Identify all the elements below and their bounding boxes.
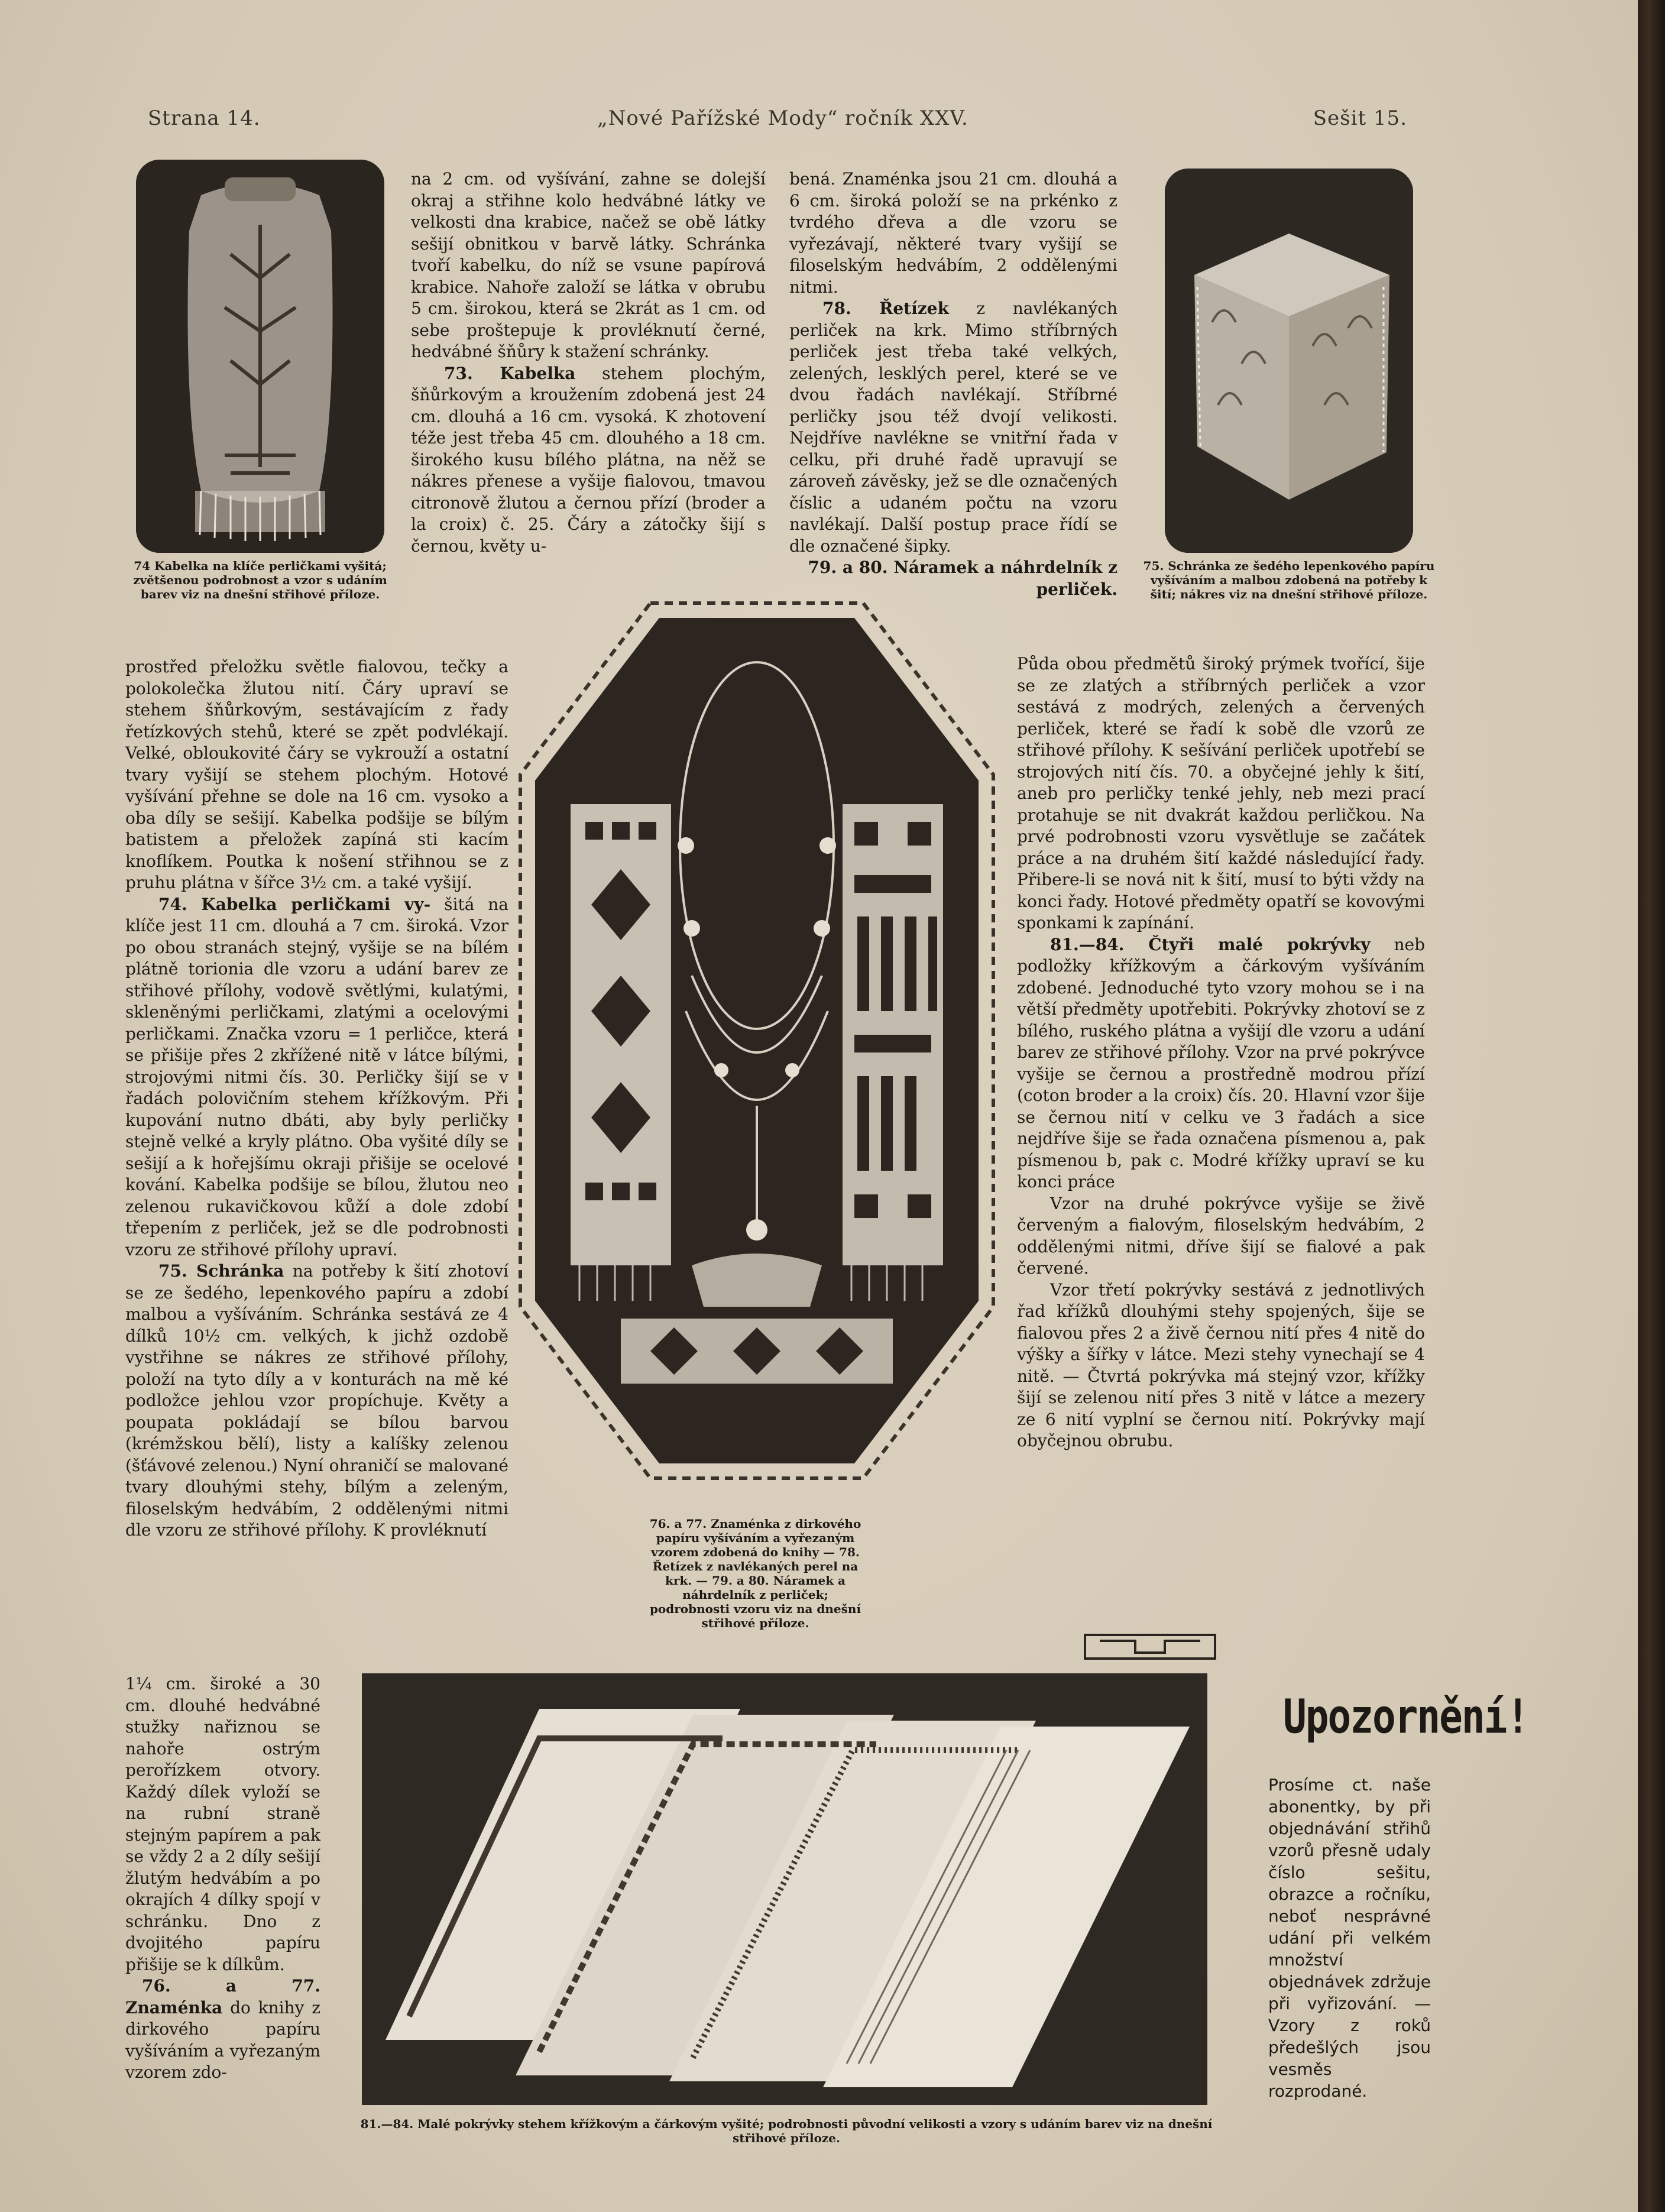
- magazine-title: „Nové Pařížské Mody“ ročník XXV.: [597, 106, 968, 130]
- binding-edge: [1638, 0, 1665, 2212]
- text-column-right-lower: [1017, 653, 1425, 1452]
- paragraph: 78. Řetízek z navlékaných perliček na krk. Mimo stříbrných perliček jest třeba také velkých, zelených, lesklých perel, které se ve dvou řadách navlékají. Stříbrné perličky jsou též dvojí velikosti. Nejdříve navlékne se vnitřní řada v celku, při druhé řadě upravují se zároveň závěsky, jež se dle označených číslic a udaném počtu na vzoru navlékají. Další postup prace řídí se dle označené šipky.: [789, 299, 1118, 556]
- paragraph: 76. a 77. Znaménka do knihy z dirkového papíru vyšíváním a vyřezaným vzorem zdo-: [125, 1976, 320, 2082]
- paragraph: Vzor třetí pokrývky sestává z jednotlivých řad křížků dlouhými stehy spojených, šije se fialovou přes 2 a živě černou nití přes 4 nitě do výšky a šířky v látce. Mezi stehy vynechají se 4 nitě. — Čtvrtá pokrývka má stejný vzor, křížky šijí se zelenou nití přes 3 nitě v látce a mezery ze 6 nití vyplní se černou nití. Pokrývky mají obyčejnou obrubu.: [1017, 1280, 1425, 1450]
- ornament-icon: [1082, 1632, 1218, 1662]
- paragraph: 75. Schránka na potřeby k šití zhotoví se ze šedého, lepenkového papíru a zdobí malbou a vyšíváním. Schránka sestává ze 4 dílků 10½ cm. velkých, k jichž ozdobě vystřihne se nákres ze střihové přílohy, položí na tyto díly a v konturách na mě ké podložce jehlou vzor propíchuje. Květy a poupata pokládají se bílou barvou (krémžskou bělí), listy a kalíšky zelenou (šťávové zelenou.) Nyní ohraničí se malované tvary dlouhými stehy, bílým a zeleným, filoselským hedvábím, 2 oddělenými nitmi dle vzoru ze střihové přílohy. K provléknutí: [125, 1261, 508, 1540]
- paragraph: 1¼ cm. široké a 30 cm. dlouhé hedvábné stužky nařiznou se nahoře ostrým perořízkem otvory. Každý dílek vyloží se na rubní straně stejným papírem a pak se vždy 2 a 2 díly sešijí žlutým hedvábím a po okrajích 4 dílky spojí v schránku. Dno z dvojitého papíru přišije se k dílkům.: [125, 1674, 320, 1974]
- bookmarks-necklace-photo: [514, 597, 999, 1484]
- sewing-box-photo: [1165, 169, 1413, 553]
- paragraph: prostřed přeložku světle fialovou, tečky a polokolečka žlutou nití. Čáry upraví se stehem šňůrkovým, sestávajícím z řady řetízkových stehů, které se zpět podvlékají. Velké, obloukovité čáry se vykrouží a ostatní tvary vyšijí se stehem plochým. Hotové vyšívání přehne se dole na 16 cm. vysoko a oba díly se sešijí. Kabelka podšije se bílým batistem a přeložek zapíná sti kacím knoflíkem. Poutka k nošení střihnou se z pruhu plátna v šířce 3½ cm. a také vyšijí.: [125, 657, 508, 892]
- page-number: Strana 14.: [148, 106, 261, 130]
- text-column-middle: [411, 169, 766, 557]
- notice-title: Upozornění!: [1283, 1689, 1529, 1744]
- paragraph: 79. a 80. Náramek a náhrdelník z perliček.: [808, 558, 1117, 599]
- bookmarks-caption: 76. a 77. Znaménka z dirkového papíru vyšíváním a vyřezaným vzorem zdobená do knihy — 78. Řetízek z navlékaných perel na krk. — 79. a 80. Náramek a náhrdelník z perliček; podrobnosti vzoru viz na dnešní střihové příloze.: [649, 1517, 861, 1630]
- text-column-right: [789, 169, 1117, 600]
- text-column-left-narrow: [125, 1673, 320, 2084]
- paragraph: na 2 cm. od vyšívání, zahne se dolejší okraj a střihne kolo hedvábné látky ve velkosti dna krabice, načež se obě látky sešijí obnitkou v barvě látky. Schránka tvoří kabelku, do níž se vsune papírová krabice. Nahoře založí se látka v obrubu 5 cm. širokou, která se 2krát as 1 cm. od sebe proštepuje k provléknutí černé, hedvábné šňůry k stažení schránky.: [411, 169, 766, 361]
- paragraph: 74. Kabelka perličkami vy- šitá na klíče jest 11 cm. dlouhá a 7 cm. široká. Vzor po obou stranách stejný, vyšije se na bílém plátně torionia dle vzoru a udání barev ze střihové přílohy, vodově světlými, kulatými, skleněnými perličkami, zlatými a ocelovými perličkami. Značka vzoru = 1 perličce, která se přišije přes 2 zkřížené nitě v látce bílými, strojovými nitmi čís. 30. Perličky šijí se v řadách polovičním stehem křížkovým. Při kupování nutno dbáti, aby byly perličky stejně velké a kryly plátno. Oba vyšité díly se sešijí a k hořejšímu okraji přišije se ocelové kování. Kabelka podšije se bílou, žlutou neo zelenou rukavičkovou kůží a dole zdobí třepením z perliček, jež se dle podrobnosti vzoru ze střihové přílohy upraví.: [125, 894, 508, 1259]
- bag-caption: 74 Kabelka na klíče perličkami vyšitá; zvětšenou podrobnost a vzor s udáním barev viz na dnešní střihové příloze.: [133, 559, 387, 601]
- paragraph: 73. Kabelka stehem plochým, šňůrkovým a kroužením zdobená jest 24 cm. dlouhá a 16 cm. vysoká. K zhotovení téže jest třeba 45 cm. dlouhého a 18 cm. širokého kusu bílého plátna, na něž se nákres přenese a vyšije fialovou, tmavou citronově žlutou a černou přízí (broder a la croix) č. 25. Čáry a zátočky šijí s černou, květy u-: [411, 363, 766, 556]
- doilies-photo: [362, 1673, 1207, 2105]
- box-caption: 75. Schránka ze šedého lepenkového papíru vyšíváním a malbou zdobená na potřeby k šití; nákres viz na dnešní střihové příloze.: [1143, 559, 1435, 601]
- notice-body: Prosíme ct. naše abonentky, by při objednávání střihů vzorů přesně udaly číslo sešitu, obrazce a ročníku, neboť nesprávné udání při velkém množství objednávek zdržuje při vyřizování. — Vzory z roků předešlých jsou vesměs rozprodané.: [1268, 1775, 1431, 2101]
- text-column-left: [125, 656, 508, 1541]
- paragraph: 81.—84. Čtyři malé pokrývky neb podložky křížkovým a čárkovým vyšíváním zdobené. Jednoduché tyto vzory mohou se i na větší předměty upotřebiti. Pokrývky zhotoví se z bílého, ruského plátna a vyšijí dle vzoru a udání barev ze střihové přílohy. Vzor na prvé pokrývce vyšije se černou a prostředně modrou přízí (coton broder a la croix) čís. 20. Hlavní vzor šije se černou nití v celku ve 3 řadách a sice nejdříve šije se řada označena písmenou a, pak písmenou b, pak c. Modré křížky upraví se ku konci práce: [1017, 934, 1425, 1191]
- issue-number: Sešit 15.: [1313, 106, 1407, 130]
- paragraph: bená. Znaménka jsou 21 cm. dlouhá a 6 cm. široká položí se na prkénko z tvrdého dřeva a dle vzoru se vyřezávají, některé tvary vyšijí se filoselským hedvábím, 2 oddělenými nitmi.: [789, 169, 1117, 297]
- beaded-bag-photo: [136, 160, 384, 553]
- paragraph: Vzor na druhé pokrývce vyšije se živě červeným a fialovým, filoselským hedvábím, 2 oddělenými nitmi, dříve šijí se fialové a pak červené.: [1017, 1193, 1425, 1278]
- paragraph: Půda obou předmětů široký prýmek tvořící, šije se ze zlatých a stříbrných perliček a vzor sestává z modrých, zelených a červených perliček, které se řadí k sobě dle vzorů ze střihové přílohy. K sešívání perliček upotřebí se strojových nití čís. 70. a obyčejné jehly k šití, aneb pro perličky tenké jehly, neb mezi prací protahuje se nit dvakrát každou perličkou. Na prvé podrobnosti vzoru vysvětluje se začátek práce a na druhém šití každé následující řady. Přibere-li se nová nit k šití, musí to býti vždy na konci řady. Hotové předměty opatří se kovovými sponkami k zapínání.: [1017, 654, 1425, 932]
- doilies-caption: 81.—84. Malé pokrývky stehem křížkovým a čárkovým vyšité; podrobnosti původní velikosti a vzory s udáním barev viz na dnešní střihové příloze.: [360, 2117, 1213, 2145]
- page-header: [148, 106, 1407, 142]
